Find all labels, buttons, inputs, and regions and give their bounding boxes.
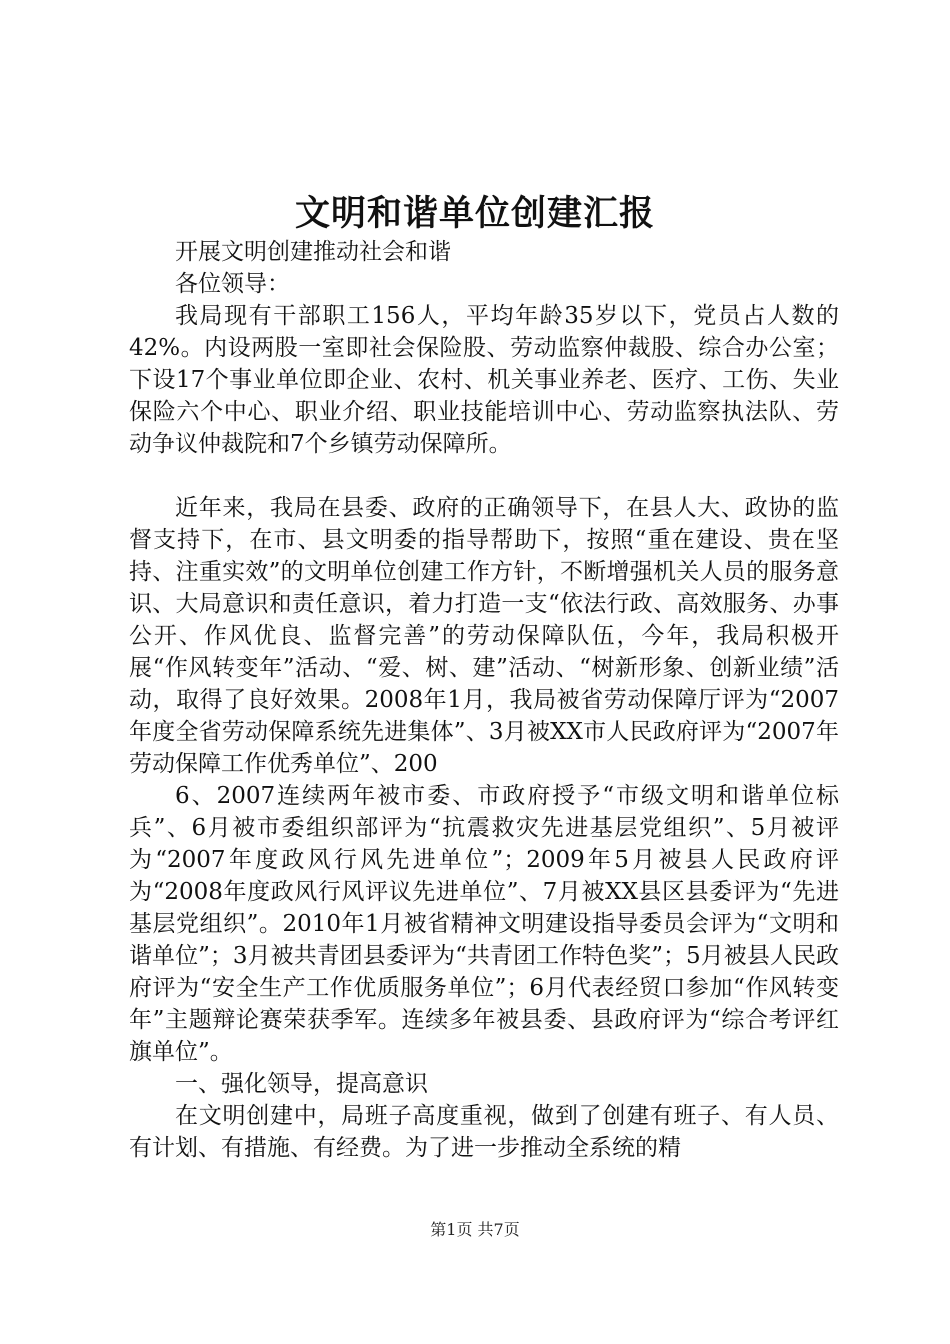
paragraph-recent-years: 近年来，我局在县委、政府的正确领导下，在县人大、政协的监督支持下，在市、县文明委的指导帮助下，按照“重在建设、贵在坚持、注重实效”的文明单位创建工作方针，不断增强机关人员的服务意识、大局意识和责任意识，着力打造一支“依法行政、高效服务、办事公开、作风优良、监督完善”的劳动保障队伍，今年，我局积极开展“作风转变年”活动、“爱、树、建”活动、“树新形象、创新业绩”活动，取得了良好效果。2008年1月，我局被省劳动保障厅评为“2007年度全省劳动保障系统先进集体”、3月被XX市人民政府评为“2007年劳动保障工作优秀单位”、200	[129, 495, 839, 777]
paragraph-subtitle: 开展文明创建推动社会和谐	[175, 239, 451, 265]
document-body	[129, 236, 839, 1164]
paragraph-leadership: 在文明创建中，局班子高度重视，做到了创建有班子、有人员、有计划、有措施、有经费。为了进一步推动全系统的精	[129, 1103, 839, 1161]
section-heading-leadership: 一、强化领导，提高意识	[175, 1071, 428, 1097]
paragraph-salutation: 各位领导：	[175, 271, 290, 297]
paragraph-staff-overview: 我局现有干部职工156人，平均年龄35岁以下，党员占人数的42%。内设两股一室即社会保险股、劳动监察仲裁股、综合办公室；下设17个事业单位即企业、农村、机关事业养老、医疗、工伤、失业保险六个中心、职业介绍、职业技能培训中心、劳动监察执法队、劳动争议仲裁院和7个乡镇劳动保障所。	[129, 303, 839, 457]
document-title: 文明和谐单位创建汇报	[294, 193, 655, 234]
paragraph-honors: 6、2007连续两年被市委、市政府授予“市级文明和谐单位标兵”、6月被市委组织部评为“抗震救灾先进基层党组织”、5月被评为“2007年度政风行风先进单位”；2009年5月被县人民政府评为“2008年度政风行风评议先进单位”、7月被XX县区县委评为“先进基层党组织”。2010年1月被省精神文明建设指导委员会评为“文明和谐单位”；3月被共青团县委评为“共青团工作特色奖”；5月被县人民政府评为“安全生产工作优质服务单位”；6月代表经贸口参加“作风转变年”主题辩论赛荣获季军。连续多年被县委、县政府评为“综合考评红旗单位”。	[129, 783, 839, 1065]
page-number-footer: 第1页 共7页	[430, 1220, 520, 1239]
